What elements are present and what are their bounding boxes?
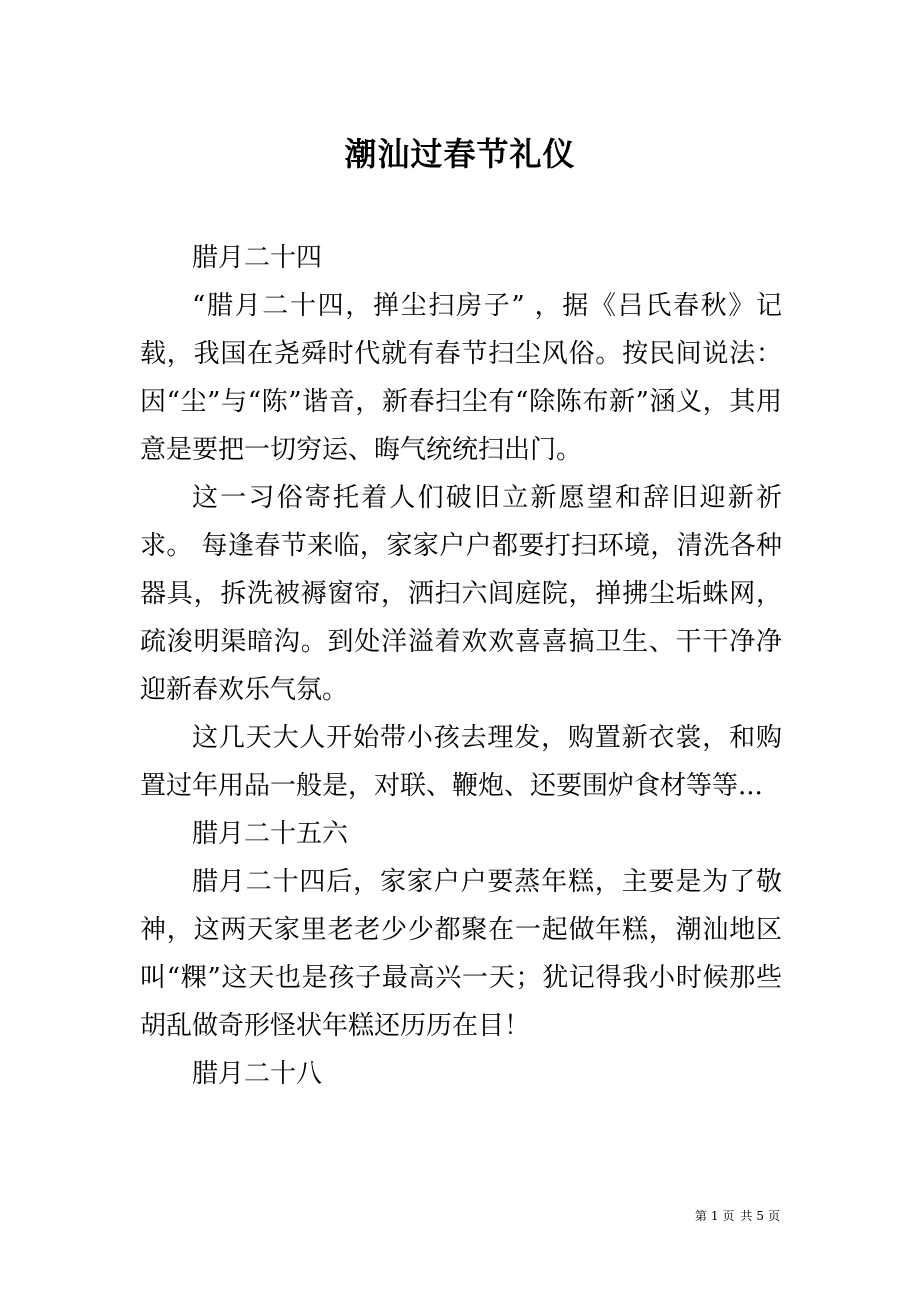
page-number-footer bbox=[640, 1206, 780, 1226]
section-heading-la24: 腊月二十四 bbox=[192, 243, 323, 273]
paragraph-custom-meaning: 这一习俗寄托着人们破旧立新愿望和辞旧迎新祈求。 每逢春节来临，家家户户都要打扫环境，清洗各种器具，拆洗被褥窗帘，洒扫六闾庭院，掸拂尘垢蛛网，疏浚明渠暗沟。到处洋溢着欢欢喜喜搞卫生、干干净净迎新春欢乐气氛。 bbox=[140, 483, 782, 705]
paragraph-dust-sweeping: “腊月二十四，掸尘扫房子” ，据《吕氏春秋》记载，我国在尧舜时代就有春节扫尘风俗。按民间说法：因“尘”与“陈”谐音，新春扫尘有“除陈布新”涵义，其用意是要把一切穷运、晦气统统扫出门。 bbox=[140, 291, 782, 465]
section-heading-la28: 腊月二十八 bbox=[192, 1059, 323, 1089]
footer-middle: 页 共 bbox=[722, 1209, 753, 1223]
section-heading-la25-26: 腊月二十五六 bbox=[192, 819, 349, 849]
paragraph-new-year-cake: 腊月二十四后，家家户户要蒸年糕，主要是为了敬神，这两天家里老老少少都聚在一起做年糕，潮汕地区叫“粿”这天也是孩子最高兴一天；犹记得我小时候那些胡乱做奇形怪状年糕还历历在目！ bbox=[140, 867, 782, 1041]
footer-total-pages: 5 bbox=[756, 1209, 764, 1223]
footer-page-number: 1 bbox=[710, 1209, 719, 1223]
document-body bbox=[140, 234, 782, 1098]
paragraph-shopping: 这几天大人开始带小孩去理发，购置新衣裳，和购置过年用品一般是，对联、鞭炮、还要围炉食材等等... bbox=[140, 723, 782, 801]
page-title: 潮汕过春节礼仪 bbox=[344, 135, 576, 173]
footer-suffix: 页 bbox=[767, 1209, 780, 1223]
footer-prefix: 第 bbox=[694, 1209, 707, 1223]
